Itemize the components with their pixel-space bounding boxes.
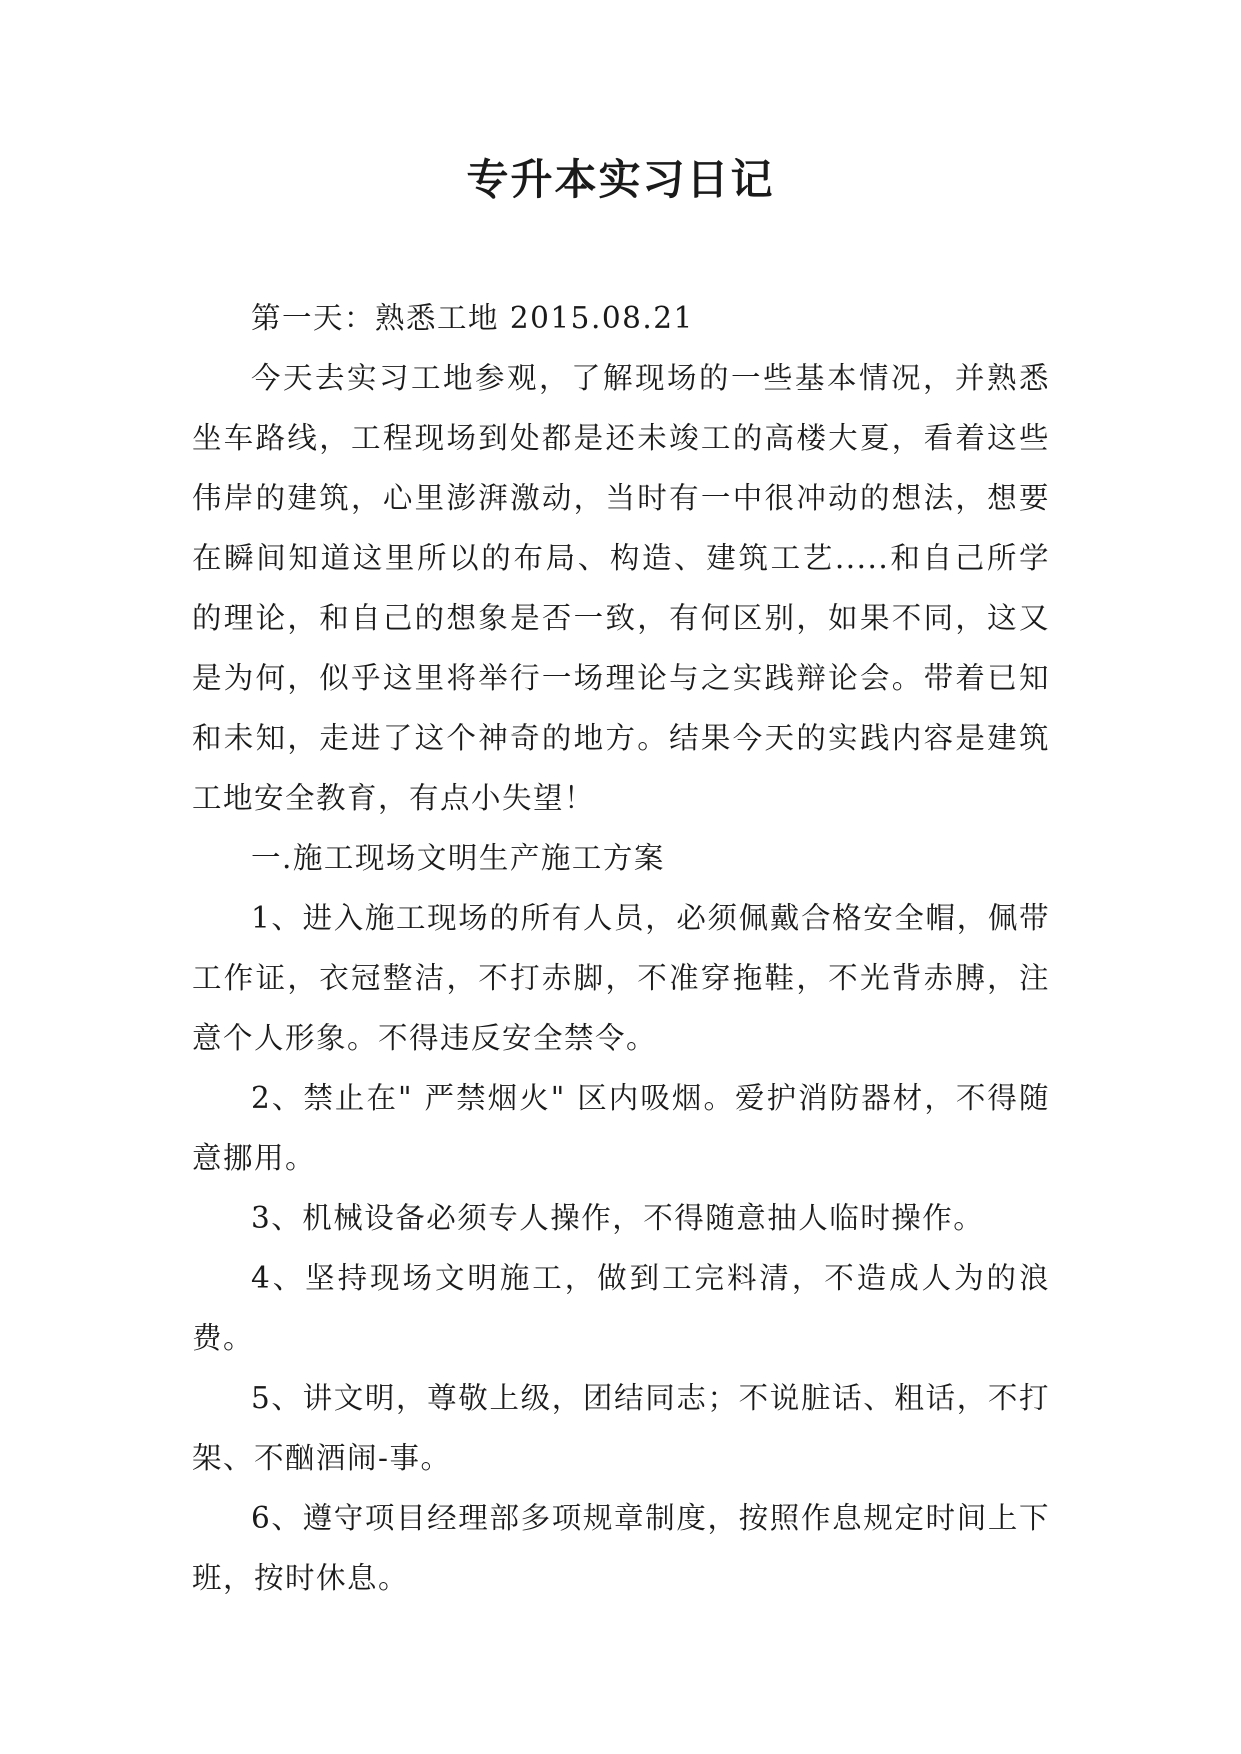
- rule-item-5: 5、讲文明，尊敬上级，团结同志；不说脏话、粗话，不打架、不酗酒闹-事。: [192, 1381, 1050, 1475]
- rule-item-1: 1、进入施工现场的所有人员，必须佩戴合格安全帽，佩带工作证，衣冠整洁，不打赤脚，不准穿拖鞋，不光背赤膊，注意个人形象。不得违反安全禁令。: [192, 901, 1050, 1055]
- rule-item-4: 4、坚持现场文明施工，做到工完料清，不造成人为的浪费。: [192, 1261, 1050, 1355]
- day-heading: 第一天：熟悉工地 2015.08.21: [251, 301, 694, 335]
- rule-item-6: 6、遵守项目经理部多项规章制度，按照作息规定时间上下班，按时休息。: [192, 1501, 1050, 1595]
- section-heading: 一.施工现场文明生产施工方案: [251, 841, 665, 875]
- rule-item-3: 3、机械设备必须专人操作，不得随意抽人临时操作。: [251, 1201, 985, 1235]
- page-title: 专升本实习日记: [466, 155, 775, 204]
- intro-paragraph: 今天去实习工地参观，了解现场的一些基本情况，并熟悉坐车路线，工程现场到处都是还未竣工的高楼大夏，看着这些伟岸的建筑，心里澎湃激动，当时有一中很冲动的想法，想要在瞬间知道这里所以的布局、构造、建筑工艺.....和自己所学的理论，和自己的想象是否一致，有何区别，如果不同，这又是为何，似乎这里将举行一场理论与之实践辩论会。带着已知和未知，走进了这个神奇的地方。结果今天的实践内容是建筑工地安全教育，有点小失望！: [192, 361, 1050, 815]
- document-body: [192, 288, 1050, 1608]
- rule-item-2: 2、禁止在" 严禁烟火" 区内吸烟。爱护消防器材，不得随意挪用。: [192, 1081, 1050, 1175]
